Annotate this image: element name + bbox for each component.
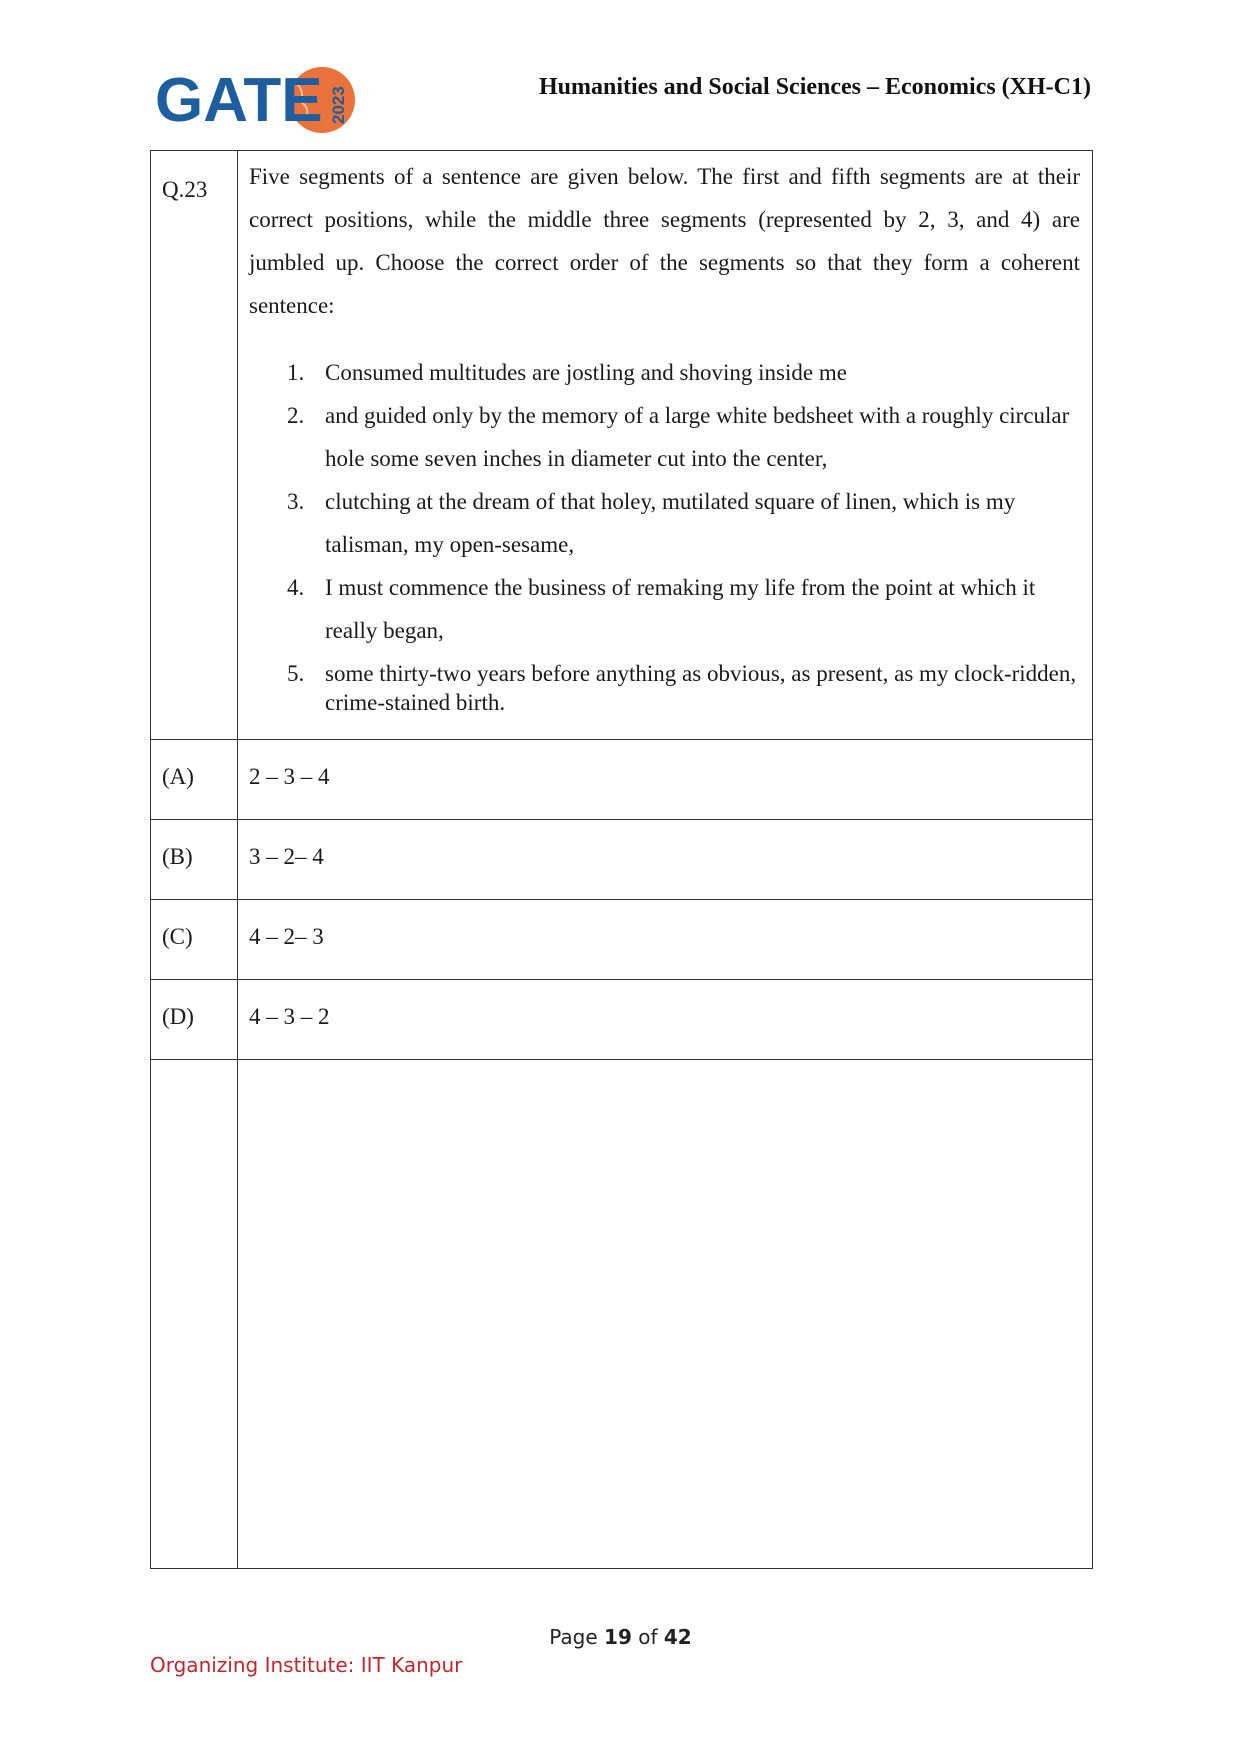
question-number: Q.23 bbox=[162, 177, 208, 202]
segment-text: some thirty-two years before anything as obvious, as present, as my clock-ridden, crime-stained birth. bbox=[325, 661, 1077, 715]
page-current: 19 bbox=[604, 1625, 632, 1649]
option-text: 3 – 2– 4 bbox=[249, 844, 324, 869]
segment-text: clutching at the dream of that holey, mutilated square of linen, which is my talisman, my open-sesame, bbox=[325, 489, 1016, 557]
option-row-d bbox=[151, 980, 1093, 1060]
option-text: 4 – 3 – 2 bbox=[249, 1004, 330, 1029]
option-text: 4 – 2– 3 bbox=[249, 924, 324, 949]
segment-number: 1. bbox=[287, 360, 305, 385]
option-label: (A) bbox=[162, 764, 194, 789]
segment-number: 5. bbox=[287, 661, 305, 686]
option-text: 2 – 3 – 4 bbox=[249, 764, 330, 789]
segment-list bbox=[249, 351, 1080, 717]
gate-logo-graphic bbox=[155, 60, 355, 140]
option-row-a bbox=[151, 740, 1093, 820]
option-row-b bbox=[151, 820, 1093, 900]
gate-logo bbox=[155, 60, 355, 140]
segment-number: 3. bbox=[287, 489, 305, 514]
logo-year-text: 2023 bbox=[329, 86, 348, 124]
segment-text: Consumed multitudes are jostling and shoving inside me bbox=[325, 360, 847, 385]
page-of: of bbox=[638, 1625, 658, 1649]
subject-title: Humanities and Social Sciences – Economics (XH-C1) bbox=[539, 74, 1091, 100]
page-prefix: Page bbox=[549, 1625, 598, 1649]
segment-item bbox=[287, 480, 1080, 566]
segment-item bbox=[287, 566, 1080, 652]
question-text: Five segments of a sentence are given below. The first and fifth segments are at their correct positions, while the middle three segments (represented by 2, 3, and 4) are jumbled up. Choose the correct order of the segments so that they form a coherent sentence: bbox=[249, 164, 1080, 318]
segment-text: I must commence the business of remaking my life from the point at which it really began, bbox=[325, 575, 1036, 643]
option-label: (D) bbox=[162, 1004, 194, 1029]
segment-number: 2. bbox=[287, 403, 305, 428]
question-number-cell bbox=[151, 151, 238, 740]
blank-answer-row bbox=[151, 1060, 1093, 1569]
question-table bbox=[150, 150, 1093, 1569]
question-row bbox=[151, 151, 1093, 740]
organizing-institute: Organizing Institute: IIT Kanpur bbox=[150, 1653, 463, 1677]
page-total: 42 bbox=[663, 1625, 692, 1649]
segment-text: and guided only by the memory of a large white bedsheet with a roughly circular hole some seven inches in diameter cut into the center, bbox=[325, 403, 1070, 471]
segment-item bbox=[287, 351, 1080, 394]
question-content-cell bbox=[238, 151, 1093, 740]
option-label: (B) bbox=[162, 844, 193, 869]
segment-item bbox=[287, 659, 1080, 717]
segment-number: 4. bbox=[287, 575, 305, 600]
logo-gate-text: GATE bbox=[155, 66, 323, 135]
segment-item bbox=[287, 394, 1080, 480]
page-number bbox=[0, 1625, 1241, 1649]
option-label: (C) bbox=[162, 924, 193, 949]
option-row-c bbox=[151, 900, 1093, 980]
